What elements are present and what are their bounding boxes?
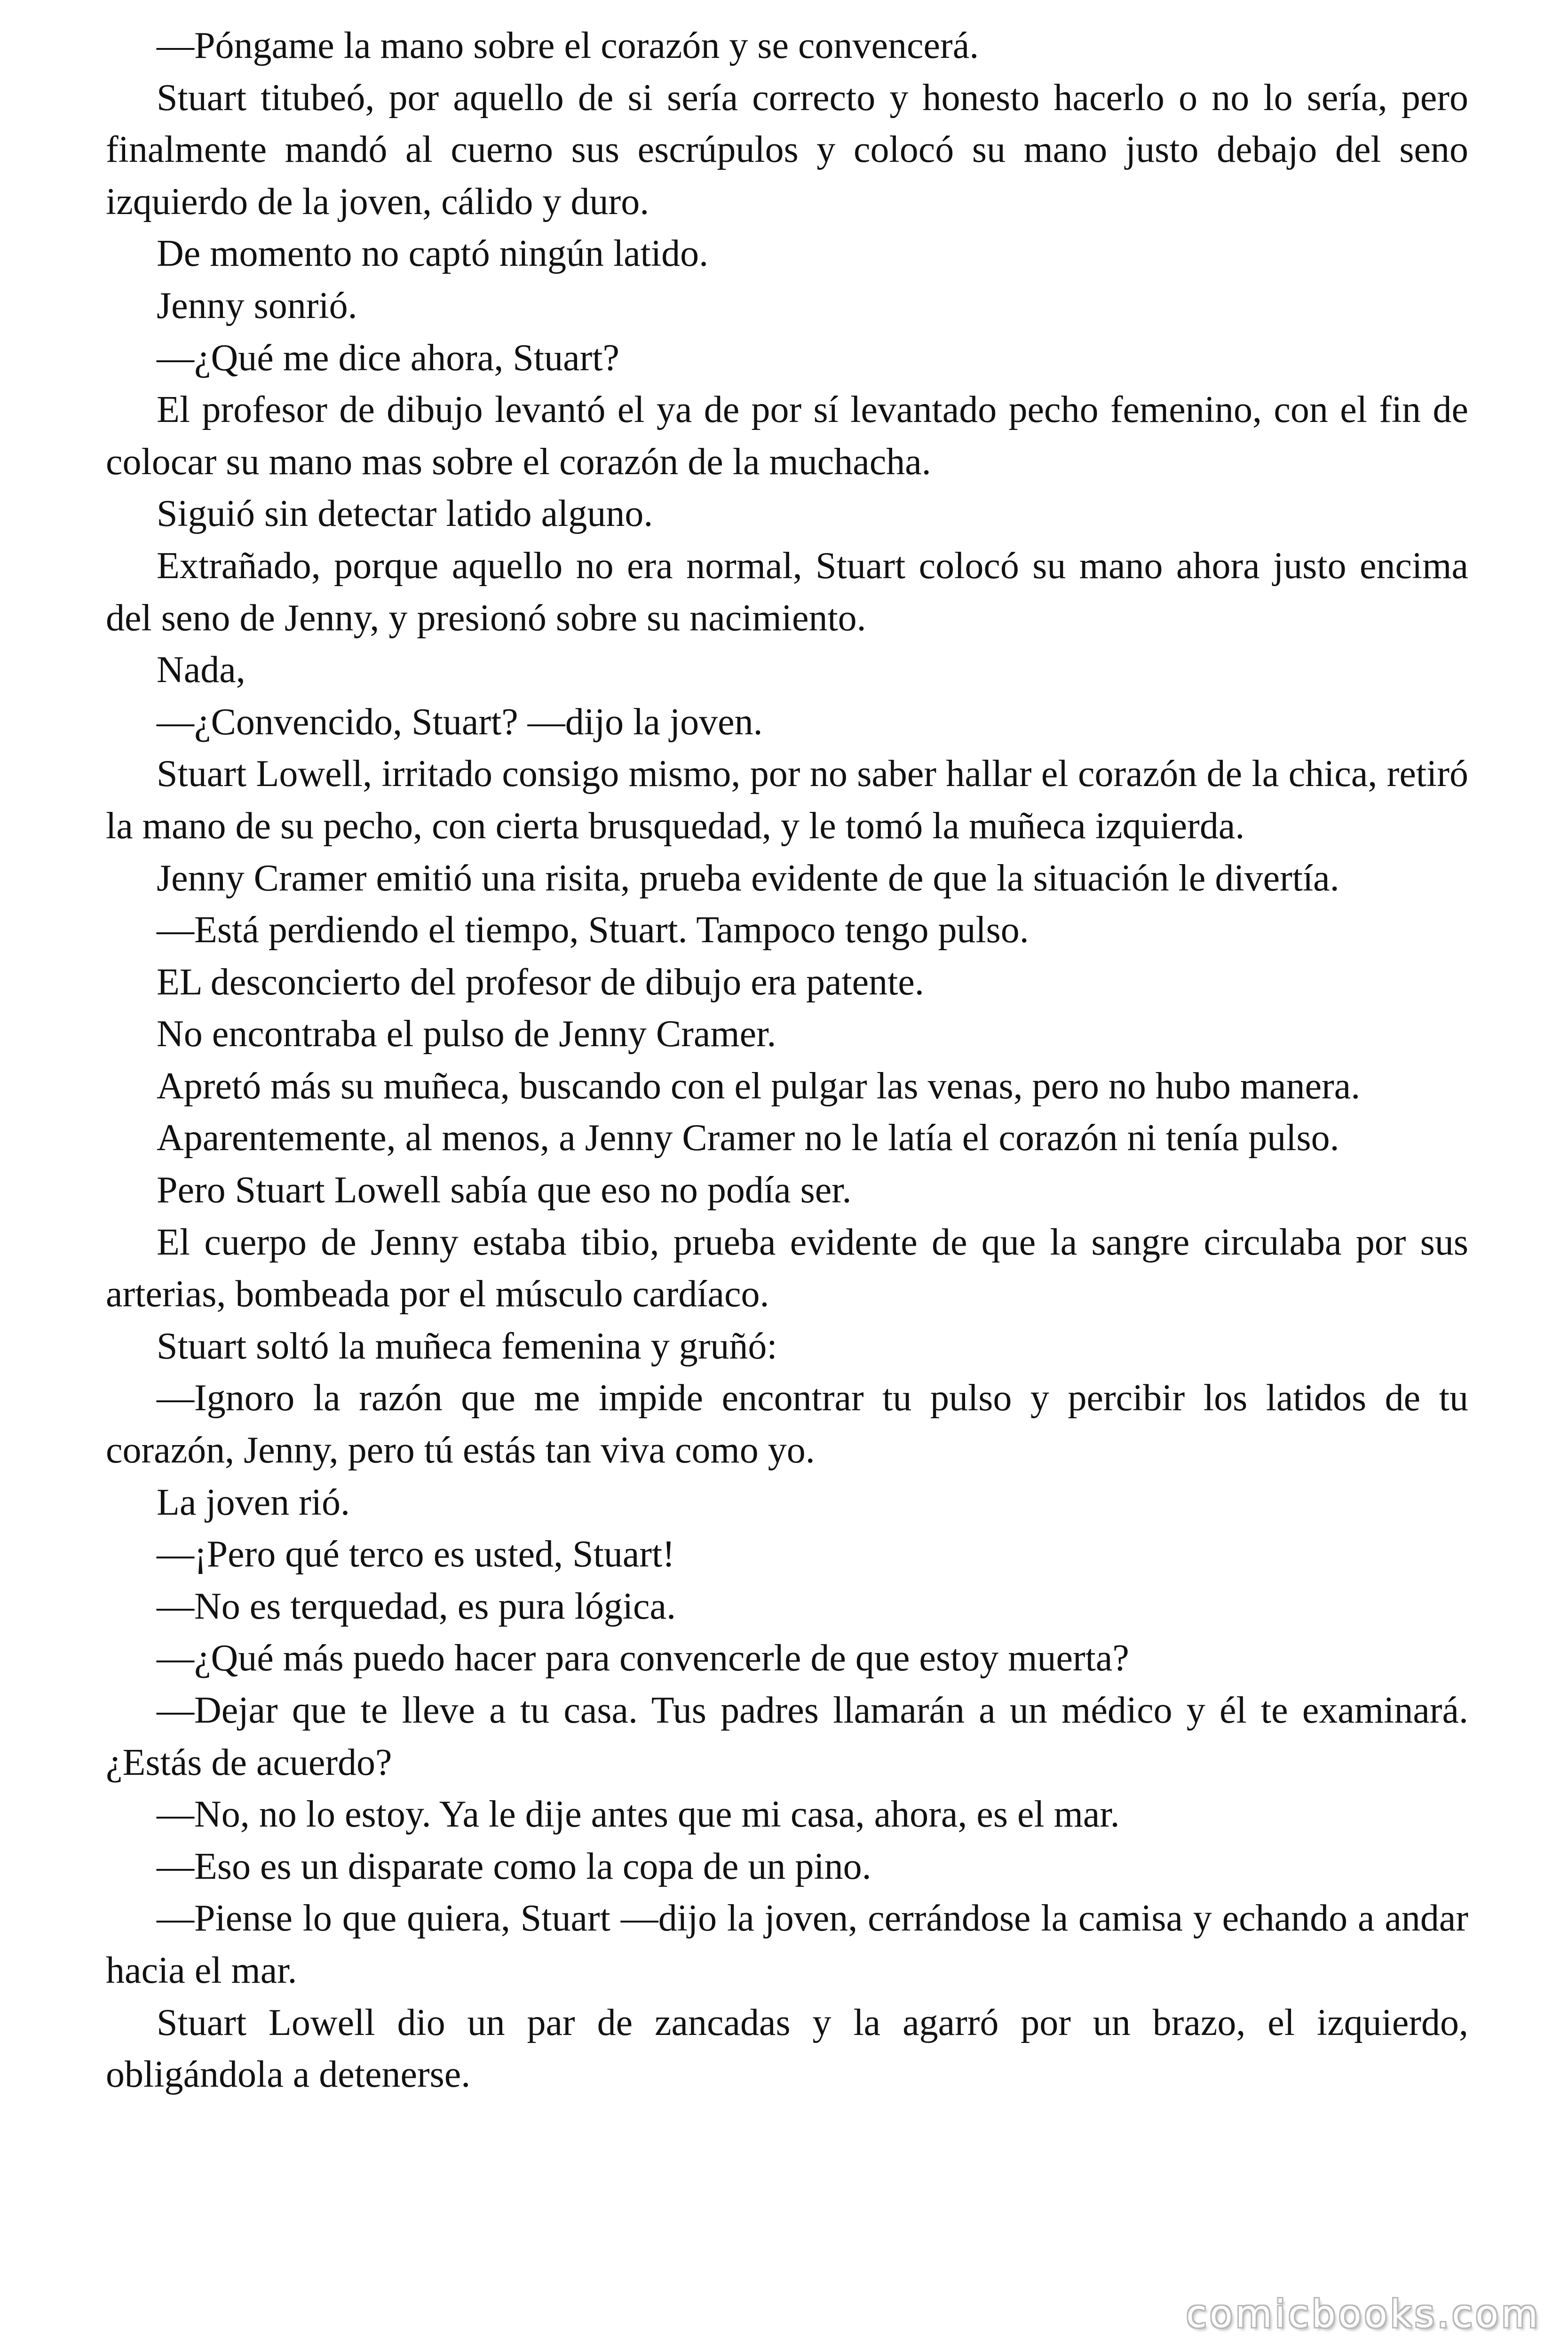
paragraph: No encontraba el pulso de Jenny Cramer. — [157, 1013, 776, 1055]
paragraph: El cuerpo de Jenny estaba tibio, prueba evidente de que la sangre circulaba por sus arterias, bombeada por el músculo cardíaco. — [106, 1221, 1468, 1315]
paragraph: —Eso es un disparate como la copa de un pino. — [157, 1845, 871, 1887]
paragraph: Pero Stuart Lowell sabía que eso no podía ser. — [157, 1169, 852, 1211]
paragraph: Stuart Lowell, irritado consigo mismo, por no saber hallar el corazón de la chica, retiró la mano de su pecho, con cierta brusquedad, y le tomó la muñeca izquierda. — [106, 753, 1468, 847]
paragraph: Stuart titubeó, por aquello de si sería correcto y honesto hacerlo o no lo sería, pero finalmente mandó al cuerno sus escrúpulos y colocó su mano justo debajo del seno izquierdo de la joven, cálido y duro. — [106, 77, 1468, 222]
paragraph: —Póngame la mano sobre el corazón y se convencerá. — [157, 25, 979, 66]
paragraph: Jenny Cramer emitió una risita, prueba evidente de que la situación le divertía. — [157, 857, 1339, 899]
paragraph: Nada, — [157, 649, 245, 691]
paragraph: EL desconcierto del profesor de dibujo era patente. — [157, 961, 924, 1003]
paragraph: Stuart soltó la muñeca femenina y gruñó: — [157, 1325, 777, 1367]
paragraph: —No es terquedad, es pura lógica. — [157, 1585, 676, 1627]
paragraph: La joven rió. — [157, 1481, 350, 1523]
paragraph: —¡Pero qué terco es usted, Stuart! — [157, 1534, 675, 1575]
body-text — [106, 20, 1468, 2101]
paragraph: Extrañado, porque aquello no era normal, Stuart colocó su mano ahora justo encima del seno de Jenny, y presionó sobre su nacimiento. — [106, 545, 1468, 639]
paragraph: Apretó más su muñeca, buscando con el pulgar las venas, pero no hubo manera. — [157, 1065, 1361, 1107]
paragraph: Jenny sonrió. — [157, 285, 357, 326]
paragraph: —No, no lo estoy. Ya le dije antes que mi casa, ahora, es el mar. — [157, 1794, 1120, 1836]
paragraph: —¿Convencido, Stuart? —dijo la joven. — [157, 701, 763, 743]
paragraph: —¿Qué me dice ahora, Stuart? — [157, 337, 620, 379]
watermark: comicbooks.com — [1186, 2292, 1541, 2336]
paragraph: —Dejar que te lleve a tu casa. Tus padres llamarán a un médico y él te examinará. ¿Estás de acuerdo? — [106, 1690, 1468, 1783]
paragraph: Stuart Lowell dio un par de zancadas y la agarró por un brazo, el izquierdo, obligándola a detenerse. — [106, 2002, 1468, 2096]
paragraph: El profesor de dibujo levantó el ya de por sí levantado pecho femenino, con el fin de colocar su mano mas sobre el corazón de la muchacha. — [106, 389, 1468, 483]
paragraph: —Ignoro la razón que me impide encontrar tu pulso y percibir los latidos de tu corazón, Jenny, pero tú estás tan viva como yo. — [106, 1377, 1468, 1471]
paragraph: De momento no captó ningún latido. — [157, 233, 709, 275]
paragraph: Siguió sin detectar latido alguno. — [157, 493, 653, 535]
paragraph: —¿Qué más puedo hacer para convencerle de que estoy muerta? — [157, 1637, 1129, 1679]
paragraph: —Piense lo que quiera, Stuart —dijo la joven, cerrándose la camisa y echando a andar hacia el mar. — [106, 1898, 1468, 1991]
paragraph: —Está perdiendo el tiempo, Stuart. Tampoco tengo pulso. — [157, 909, 1029, 951]
paragraph: Aparentemente, al menos, a Jenny Cramer no le latía el corazón ni tenía pulso. — [157, 1117, 1339, 1159]
